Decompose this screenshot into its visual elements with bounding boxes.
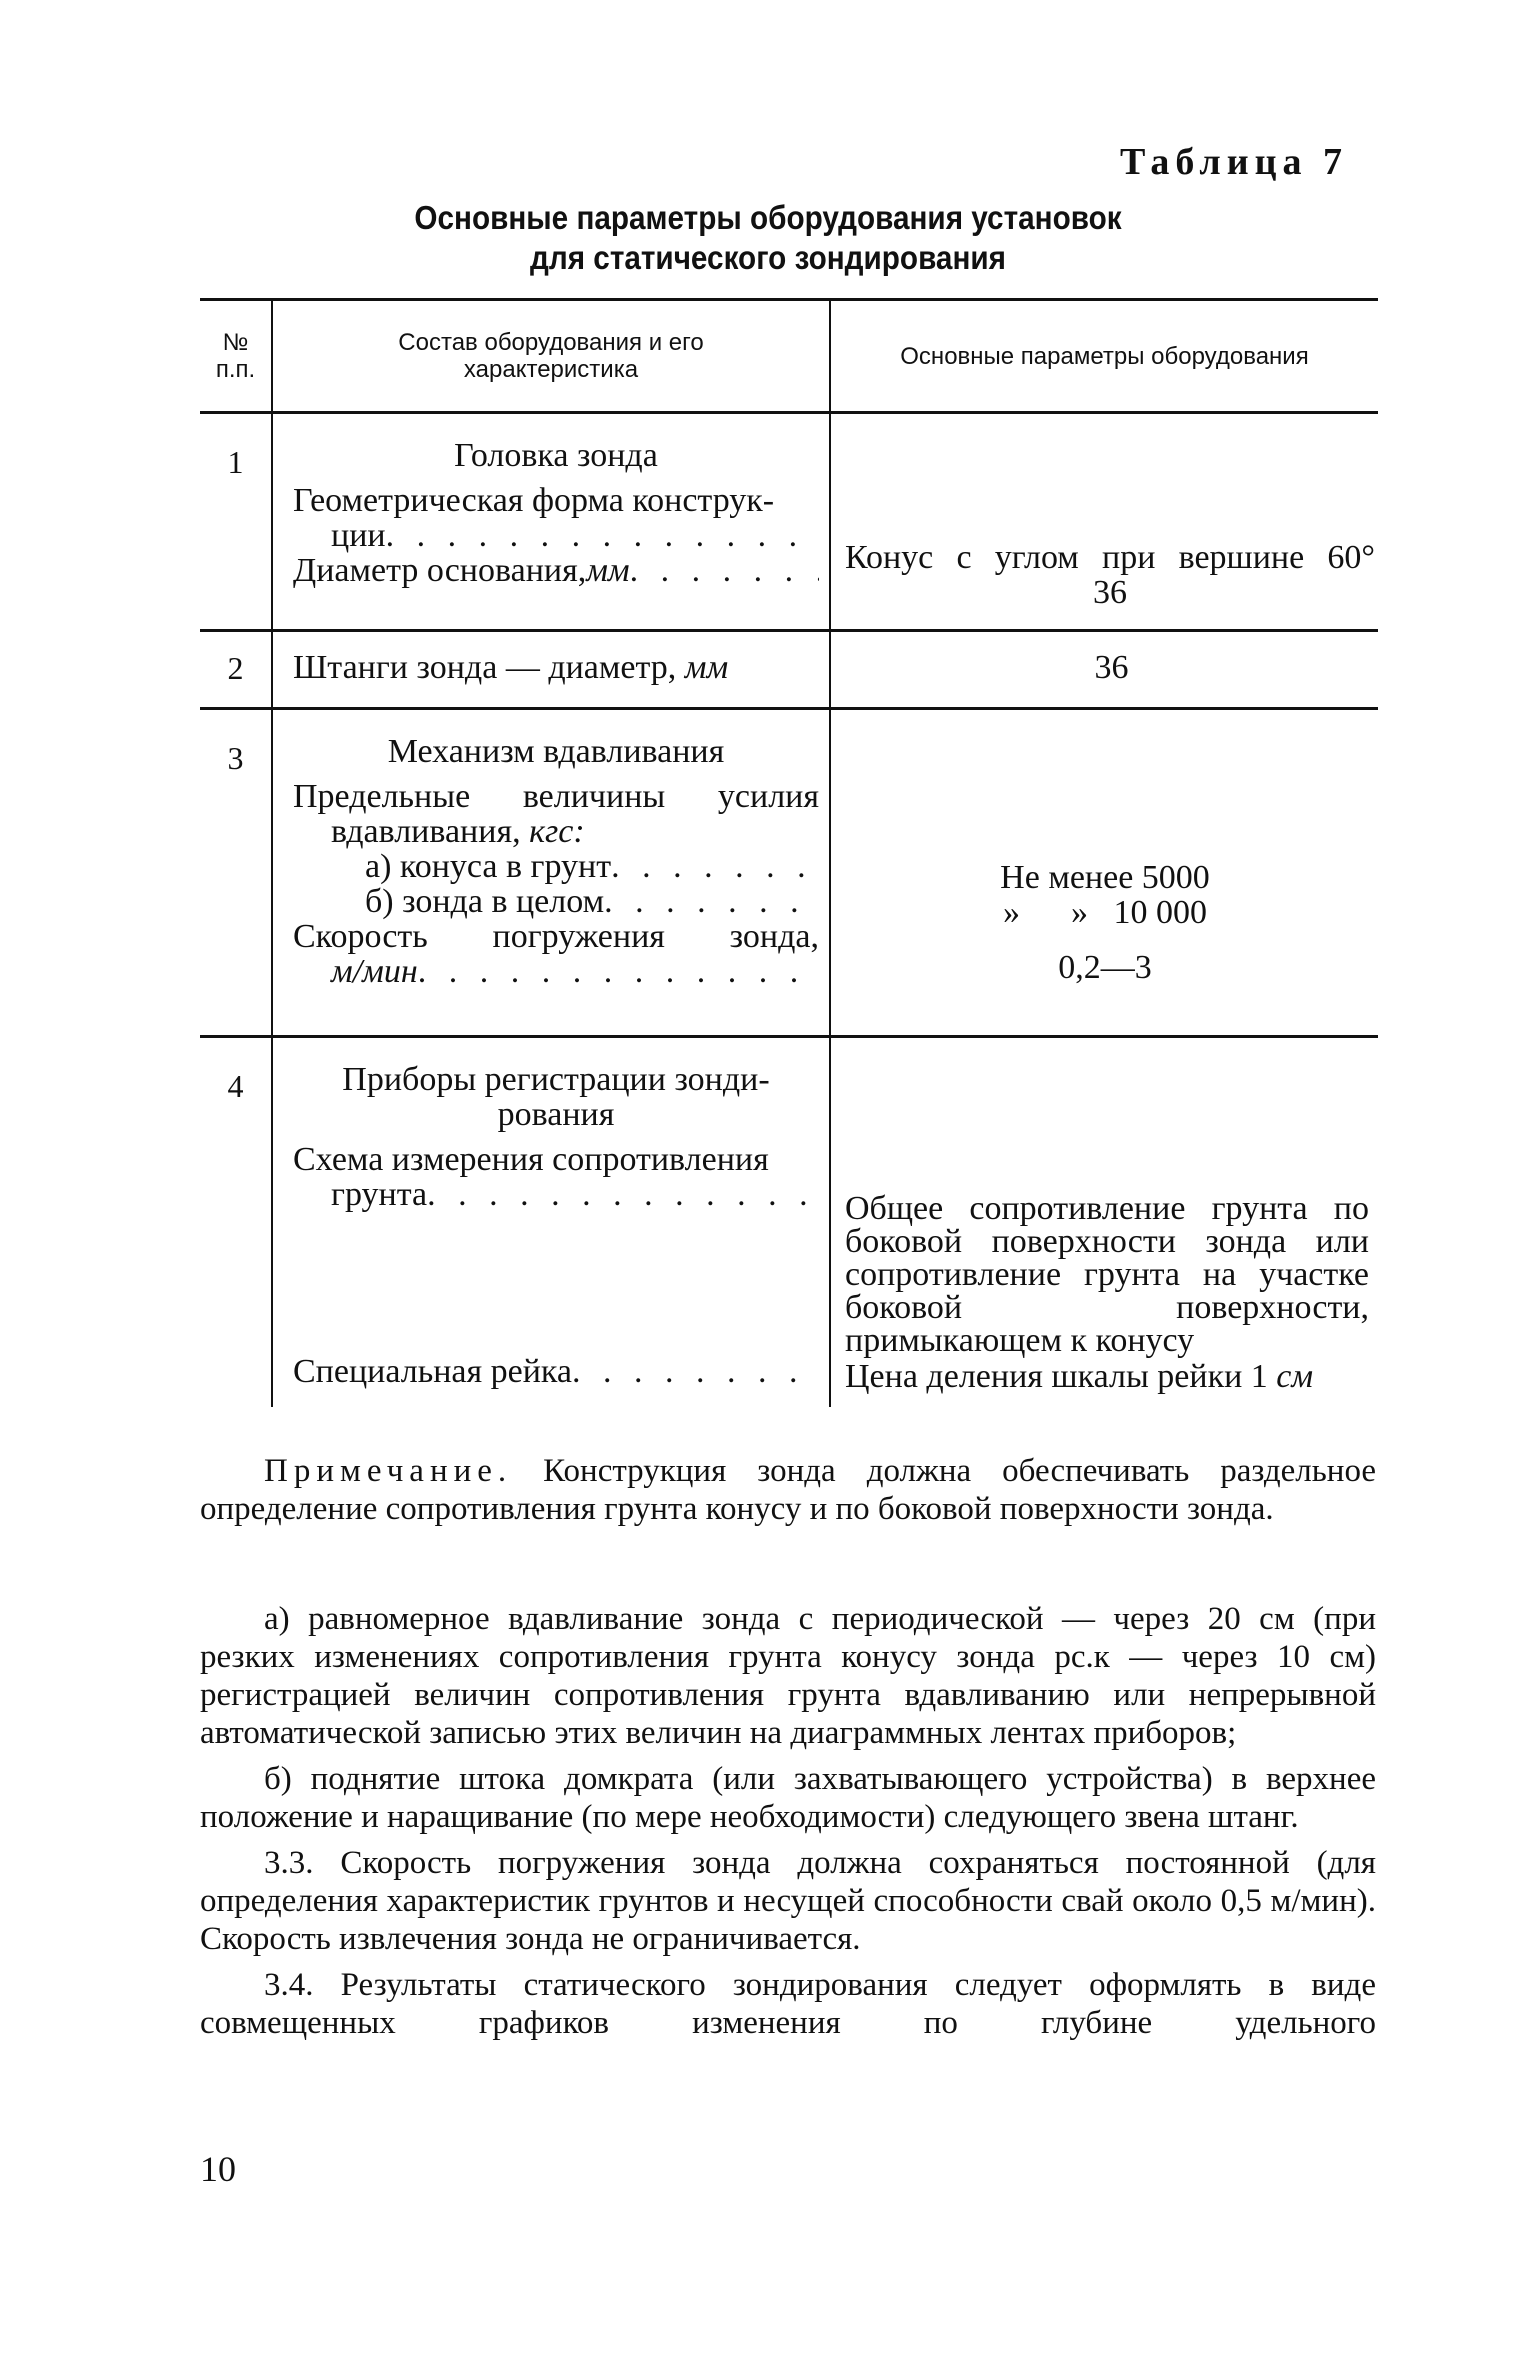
table-title — [77, 198, 1459, 278]
page-number: 10 — [200, 2149, 236, 2189]
header-number: № п.п. — [200, 300, 272, 413]
table-header-row — [200, 300, 1378, 413]
row-description — [272, 413, 830, 631]
paragraph: а) равномерное вдавливание зонда с периодической — через 20 см (при резких изменениях сопротивления грунта конусу зонда pс.к — через 10 см) регистрацией величин сопротивления грунта вдавливанию или непрерывной автоматической записью этих величин на диаграммных лентах приборов; — [200, 1601, 1376, 1751]
row-title: Головка зонда — [454, 437, 658, 474]
row-value: 36 — [1093, 574, 1127, 611]
paragraph: б) поднятие штока домкрата (или захватывающего устройства) в верхнее положение и наращивание (по мере необходимости) следующего звена штанг. — [200, 1761, 1376, 1835]
row-value: Конус с углом при вершине 60° — [845, 539, 1375, 576]
row-values — [830, 413, 1378, 631]
table-row — [200, 631, 1378, 709]
row-description — [272, 631, 830, 709]
row-item: Диаметр основания, мм . . . — [293, 553, 819, 588]
body-text — [200, 1600, 1376, 2050]
row-item: б) зонда в целом . . . — [293, 884, 819, 919]
paragraph: 3.3. Скорость погружения зонда должна сохраняться постоянной (для определения характеристик грунтов и несущей способности свай около 0,5 м/мин). Скорость извлечения зонда не ограничивается. — [200, 1845, 1376, 1957]
row-item: Геометрическая форма конструк- — [293, 482, 775, 519]
row-item: Специальная рейка . . . — [293, 1354, 819, 1389]
row-value: 36 — [1094, 649, 1129, 686]
header-composition: Состав оборудования и его характеристика — [272, 300, 830, 413]
row-number: 1 — [200, 413, 272, 631]
row-value: Цена деления шкалы рейки 1 см — [845, 1358, 1314, 1395]
row-item: а) конуса в грунт . . . — [293, 849, 819, 884]
row-item: Скорость погружения зонда, — [293, 918, 819, 955]
row-item: Схема измерения сопротивления — [293, 1141, 769, 1178]
header-parameters: Основные параметры оборудования — [830, 300, 1378, 413]
row-item: вдавливания, кгс: — [331, 813, 585, 850]
note-label: Примечание. — [264, 1453, 513, 1489]
row-value: Общее сопротивление грунта по боковой поверхности зонда или сопротивление грунта на участке боковой поверхности, примыкающем к конусу — [845, 1190, 1369, 1359]
table-row — [200, 709, 1378, 1037]
row-item: Предельные величины усилия — [293, 778, 819, 815]
row-item: ции . . . — [293, 518, 819, 553]
row-values — [830, 1037, 1378, 1407]
table-row — [200, 1037, 1378, 1407]
row-value: » » 10 000 — [1003, 894, 1207, 931]
row-item: грунта . . . — [293, 1177, 819, 1212]
row-description — [272, 1037, 830, 1407]
row-values — [830, 631, 1378, 709]
table-row — [200, 413, 1378, 631]
row-value: Не менее 5000 — [1000, 859, 1210, 896]
row-description — [272, 709, 830, 1037]
row-number: 3 — [200, 709, 272, 1037]
row-values — [830, 709, 1378, 1037]
row-title: Приборы регистрации зонди-рования — [342, 1061, 770, 1133]
table-title-line-2: для статического зондирования — [530, 239, 1006, 276]
row-item: Штанги зонда — диаметр, мм — [293, 649, 729, 686]
row-item: м/мин . . . — [293, 954, 819, 989]
row-value: 0,2—3 — [1058, 949, 1152, 986]
table-note — [200, 1452, 1376, 1528]
row-number: 2 — [200, 631, 272, 709]
row-number: 4 — [227, 1068, 244, 1104]
table-title-line-1: Основные параметры оборудования установок — [414, 199, 1122, 236]
row-title: Механизм вдавливания — [387, 733, 725, 770]
table-number: Таблица 7 — [1119, 141, 1348, 183]
paragraph: 3.4. Результаты статического зондирования следует оформлять в виде совмещенных графиков изменения по глубине удельного — [200, 1967, 1376, 2041]
note-text: Конструкция зонда должна обеспечивать раздельное определение сопротивления грунта конусу и по боковой поверхности зонда. — [200, 1453, 1376, 1527]
parameters-table — [200, 298, 1378, 1407]
